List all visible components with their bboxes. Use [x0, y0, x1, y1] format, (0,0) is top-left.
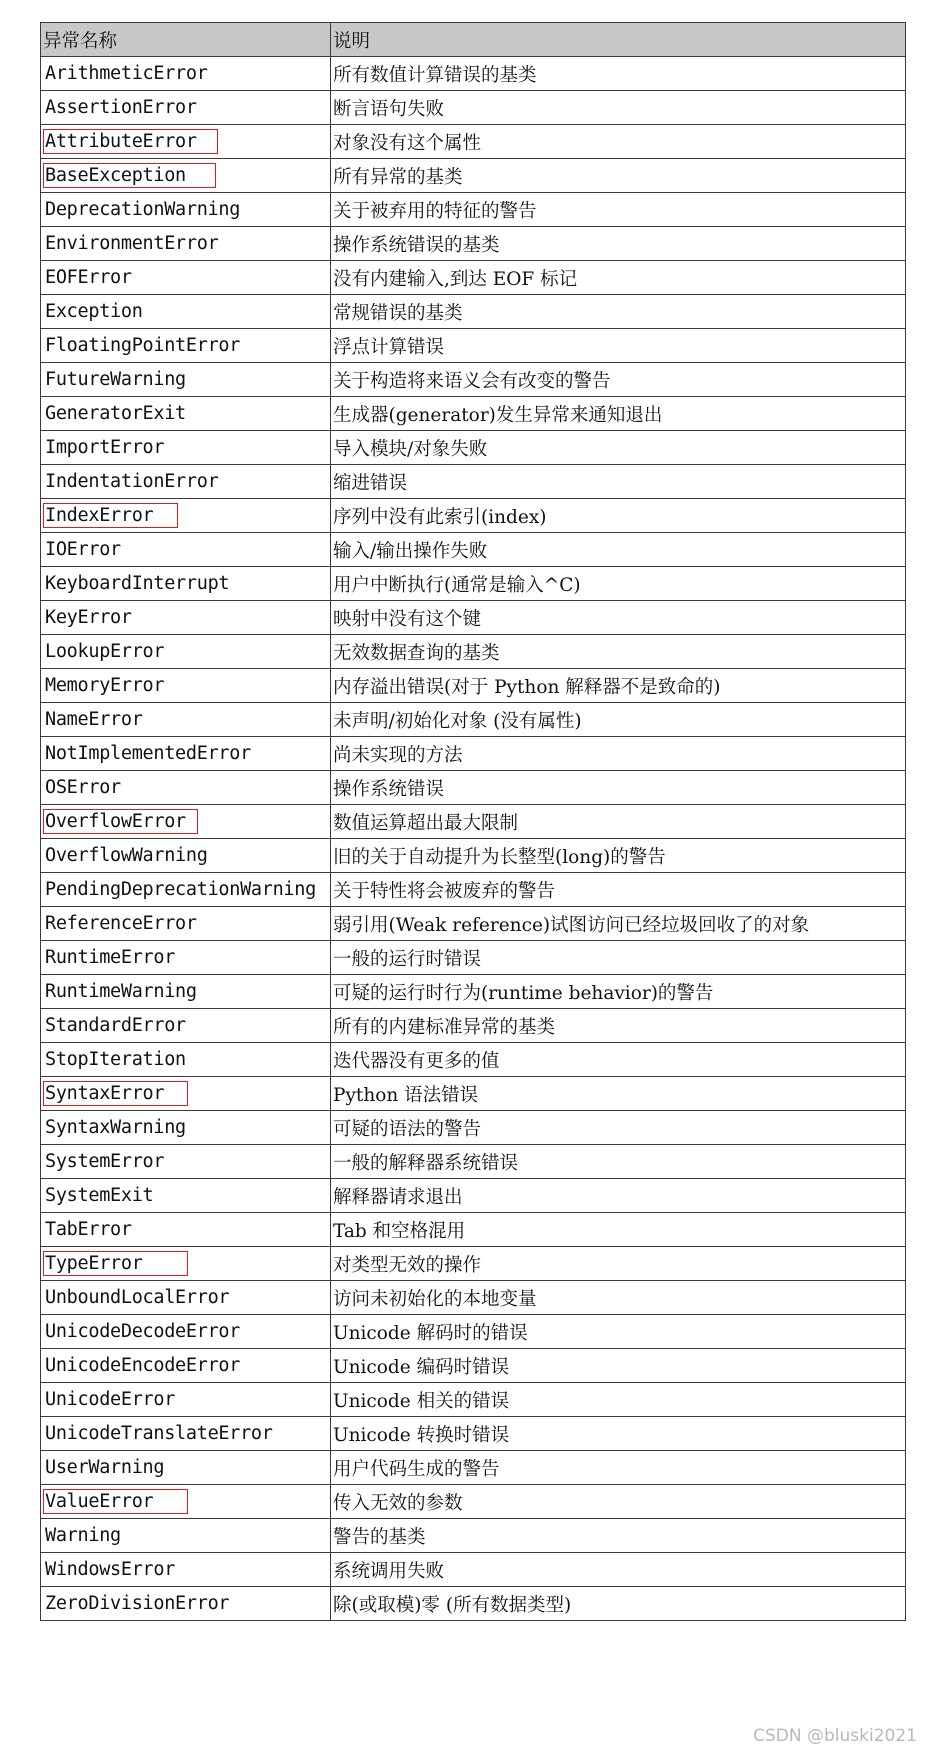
exception-name-cell: [41, 839, 331, 873]
exception-name-cell: [41, 1519, 331, 1553]
exception-name-cell: [41, 1281, 331, 1315]
table-row: [41, 1315, 906, 1349]
exception-name: RuntimeError: [45, 947, 176, 968]
exception-name: UserWarning: [45, 1457, 165, 1478]
exception-description: 对类型无效的操作: [331, 1247, 906, 1281]
table-row: [41, 1145, 906, 1179]
exception-description: Tab 和空格混用: [331, 1213, 906, 1247]
exception-description: 迭代器没有更多的值: [331, 1043, 906, 1077]
exception-description: 浮点计算错误: [331, 329, 906, 363]
exception-name-cell: [41, 431, 331, 465]
exception-name: ArithmeticError: [45, 63, 208, 84]
exception-name: EOFError: [45, 267, 132, 288]
exception-description: 弱引用(Weak reference)试图访问已经垃圾回收了的对象: [331, 907, 906, 941]
exception-description: 用户中断执行(通常是输入^C): [331, 567, 906, 601]
table-row: [41, 363, 906, 397]
exception-name: IOError: [45, 539, 121, 560]
exception-description: 无效数据查询的基类: [331, 635, 906, 669]
exception-name-cell: [41, 1077, 331, 1111]
exception-description: 未声明/初始化对象 (没有属性): [331, 703, 906, 737]
exception-name-cell: [41, 295, 331, 329]
table-row: [41, 941, 906, 975]
exception-description: 关于特性将会被废弃的警告: [331, 873, 906, 907]
table-row: [41, 329, 906, 363]
table-row: [41, 1417, 906, 1451]
table-row: [41, 771, 906, 805]
exception-name-cell: [41, 1587, 331, 1621]
exception-name: UnicodeTranslateError: [45, 1423, 273, 1444]
table-row: [41, 227, 906, 261]
exception-description: Unicode 相关的错误: [331, 1383, 906, 1417]
table-row: [41, 533, 906, 567]
exception-name: FloatingPointError: [45, 335, 241, 356]
column-header-description: 说明: [331, 23, 906, 57]
exception-description: 所有数值计算错误的基类: [331, 57, 906, 91]
exception-name: FutureWarning: [45, 369, 186, 390]
exception-name: ZeroDivisionError: [45, 1593, 230, 1614]
table-row: [41, 1179, 906, 1213]
exception-name-cell: [41, 499, 331, 533]
table-row: [41, 295, 906, 329]
exception-name-cell: [41, 1451, 331, 1485]
exception-name-cell: [41, 635, 331, 669]
exception-name-cell: [41, 125, 331, 159]
table-body: [41, 57, 906, 1621]
exception-name-cell: [41, 1417, 331, 1451]
exception-name-cell: [41, 329, 331, 363]
exception-name: ImportError: [45, 437, 165, 458]
table-row: [41, 499, 906, 533]
exception-name-cell: [41, 1145, 331, 1179]
exception-name: EnvironmentError: [45, 233, 219, 254]
exception-description: 输入/输出操作失败: [331, 533, 906, 567]
table-row: [41, 1349, 906, 1383]
table-row: [41, 1043, 906, 1077]
exception-name: AssertionError: [45, 97, 197, 118]
exception-description: 关于被弃用的特征的警告: [331, 193, 906, 227]
table-row: [41, 703, 906, 737]
exception-name-cell: [41, 159, 331, 193]
exception-description: Unicode 解码时的错误: [331, 1315, 906, 1349]
table-row: [41, 1519, 906, 1553]
exception-name: LookupError: [45, 641, 165, 662]
exception-name: MemoryError: [45, 675, 165, 696]
exception-name-cell: [41, 1179, 331, 1213]
exception-name: UnicodeDecodeError: [45, 1321, 241, 1342]
highlighted-exception-name: IndexError: [43, 503, 178, 528]
exception-name-cell: [41, 91, 331, 125]
exception-name-cell: [41, 261, 331, 295]
exception-name-cell: [41, 941, 331, 975]
column-header-name: 异常名称: [41, 23, 331, 57]
exception-description: 操作系统错误: [331, 771, 906, 805]
table-row: [41, 1111, 906, 1145]
exception-name: Warning: [45, 1525, 121, 1546]
exception-description: 内存溢出错误(对于 Python 解释器不是致命的): [331, 669, 906, 703]
table-row: [41, 431, 906, 465]
exception-description: 可疑的运行时行为(runtime behavior)的警告: [331, 975, 906, 1009]
table-row: [41, 1587, 906, 1621]
exception-description: 生成器(generator)发生异常来通知退出: [331, 397, 906, 431]
table-row: [41, 873, 906, 907]
exception-name: IndentationError: [45, 471, 219, 492]
table-row: [41, 91, 906, 125]
table-row: [41, 1077, 906, 1111]
exception-description: 关于构造将来语义会有改变的警告: [331, 363, 906, 397]
table-row: [41, 1213, 906, 1247]
exception-name-cell: [41, 1247, 331, 1281]
table-row: [41, 465, 906, 499]
table-row: [41, 1383, 906, 1417]
exception-description: 解释器请求退出: [331, 1179, 906, 1213]
exception-name: UnboundLocalError: [45, 1287, 230, 1308]
exception-description: Python 语法错误: [331, 1077, 906, 1111]
exception-name: SystemExit: [45, 1185, 154, 1206]
exception-name-cell: [41, 1009, 331, 1043]
watermark: CSDN @bluski2021: [753, 1726, 917, 1746]
exception-name-cell: [41, 873, 331, 907]
highlighted-exception-name: AttributeError: [43, 129, 218, 154]
table-row: [41, 975, 906, 1009]
table-row: [41, 397, 906, 431]
exception-description: 可疑的语法的警告: [331, 1111, 906, 1145]
exception-name: NameError: [45, 709, 143, 730]
exception-name-cell: [41, 1213, 331, 1247]
exception-description: 序列中没有此索引(index): [331, 499, 906, 533]
exception-description: 对象没有这个属性: [331, 125, 906, 159]
exception-description: 用户代码生成的警告: [331, 1451, 906, 1485]
table-row: [41, 1281, 906, 1315]
table-row: [41, 1247, 906, 1281]
highlighted-exception-name: BaseException: [43, 163, 216, 188]
exception-description: 缩进错误: [331, 465, 906, 499]
table-row: [41, 1485, 906, 1519]
exception-name: KeyboardInterrupt: [45, 573, 230, 594]
table-row: [41, 57, 906, 91]
table-row: [41, 907, 906, 941]
exception-name-cell: [41, 567, 331, 601]
exception-description: 访问未初始化的本地变量: [331, 1281, 906, 1315]
exception-description: 系统调用失败: [331, 1553, 906, 1587]
exception-description: 操作系统错误的基类: [331, 227, 906, 261]
exception-name-cell: [41, 771, 331, 805]
exception-name-cell: [41, 227, 331, 261]
exception-name-cell: [41, 1553, 331, 1587]
exception-description: 传入无效的参数: [331, 1485, 906, 1519]
table-row: [41, 805, 906, 839]
exception-name-cell: [41, 1315, 331, 1349]
exception-description: 一般的解释器系统错误: [331, 1145, 906, 1179]
exception-description: 旧的关于自动提升为长整型(long)的警告: [331, 839, 906, 873]
highlighted-exception-name: ValueError: [43, 1489, 188, 1514]
exception-description: 所有的内建标准异常的基类: [331, 1009, 906, 1043]
exception-name-cell: [41, 601, 331, 635]
table-row: [41, 839, 906, 873]
exception-name: ReferenceError: [45, 913, 197, 934]
exception-name-cell: [41, 1043, 331, 1077]
exception-name-cell: [41, 703, 331, 737]
exception-name: SystemError: [45, 1151, 165, 1172]
exception-name-cell: [41, 805, 331, 839]
exception-name-cell: [41, 1383, 331, 1417]
exception-description: 映射中没有这个键: [331, 601, 906, 635]
exception-name-cell: [41, 669, 331, 703]
table-row: [41, 193, 906, 227]
exception-description: 数值运算超出最大限制: [331, 805, 906, 839]
exception-name-cell: [41, 533, 331, 567]
exception-description: 一般的运行时错误: [331, 941, 906, 975]
exception-description: 除(或取模)零 (所有数据类型): [331, 1587, 906, 1621]
exception-name-cell: [41, 907, 331, 941]
exception-name: OSError: [45, 777, 121, 798]
table-row: [41, 261, 906, 295]
exception-name-cell: [41, 465, 331, 499]
exception-name-cell: [41, 1485, 331, 1519]
exception-description: 没有内建输入,到达 EOF 标记: [331, 261, 906, 295]
table-row: [41, 1451, 906, 1485]
exception-name: WindowsError: [45, 1559, 176, 1580]
exception-name-cell: [41, 397, 331, 431]
table-row: [41, 567, 906, 601]
exception-name: NotImplementedError: [45, 743, 251, 764]
exception-name: TabError: [45, 1219, 132, 1240]
exception-description: 常规错误的基类: [331, 295, 906, 329]
exception-description: 所有异常的基类: [331, 159, 906, 193]
table-row: [41, 669, 906, 703]
exception-name: UnicodeEncodeError: [45, 1355, 241, 1376]
exception-name-cell: [41, 193, 331, 227]
exception-name: UnicodeError: [45, 1389, 176, 1410]
exception-name: GeneratorExit: [45, 403, 186, 424]
exception-description: 断言语句失败: [331, 91, 906, 125]
table-row: [41, 737, 906, 771]
exception-description: 导入模块/对象失败: [331, 431, 906, 465]
highlighted-exception-name: OverflowError: [43, 809, 198, 834]
table-row: [41, 125, 906, 159]
exception-table: [40, 22, 906, 1621]
exception-name: DeprecationWarning: [45, 199, 241, 220]
table-header-row: [41, 23, 906, 57]
highlighted-exception-name: SyntaxError: [43, 1081, 188, 1106]
highlighted-exception-name: TypeError: [43, 1251, 188, 1276]
exception-name-cell: [41, 737, 331, 771]
exception-name: StopIteration: [45, 1049, 186, 1070]
table-row: [41, 635, 906, 669]
exception-description: 警告的基类: [331, 1519, 906, 1553]
exception-name-cell: [41, 975, 331, 1009]
exception-description: Unicode 编码时错误: [331, 1349, 906, 1383]
exception-name-cell: [41, 1111, 331, 1145]
exception-name: StandardError: [45, 1015, 186, 1036]
exception-name-cell: [41, 363, 331, 397]
exception-description: 尚未实现的方法: [331, 737, 906, 771]
exception-name-cell: [41, 1349, 331, 1383]
exception-name: OverflowWarning: [45, 845, 208, 866]
table-row: [41, 601, 906, 635]
exception-name: PendingDeprecationWarning: [45, 879, 316, 900]
table-row: [41, 1553, 906, 1587]
exception-description: Unicode 转换时错误: [331, 1417, 906, 1451]
table-row: [41, 1009, 906, 1043]
exception-name: RuntimeWarning: [45, 981, 197, 1002]
exception-name-cell: [41, 57, 331, 91]
exception-name: Exception: [45, 301, 143, 322]
table-row: [41, 159, 906, 193]
exception-name: SyntaxWarning: [45, 1117, 186, 1138]
exception-name: KeyError: [45, 607, 132, 628]
